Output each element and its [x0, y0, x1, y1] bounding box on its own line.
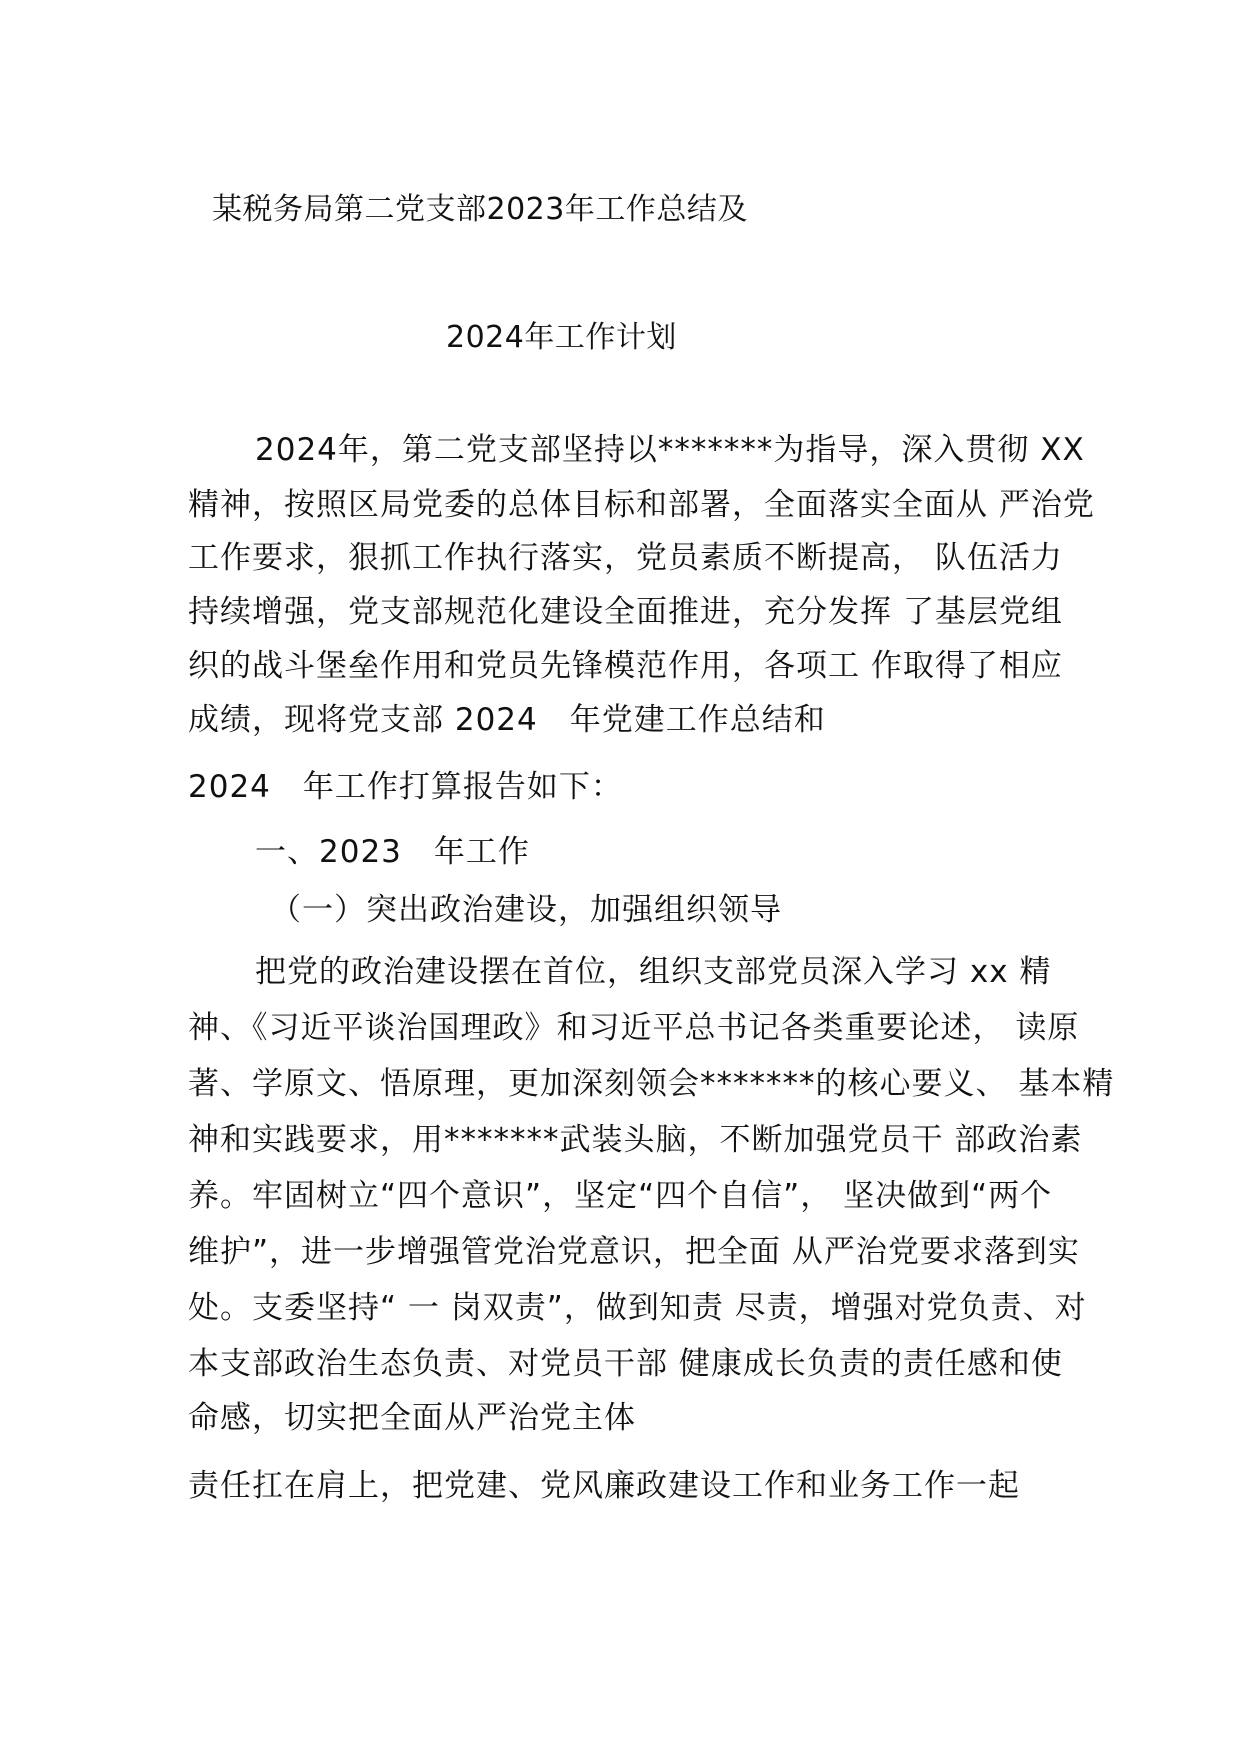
body-line-5: 养。牢固树立“四个意识”，坚定“四个自信”， 坚决做到“两个: [188, 1178, 1053, 1214]
intro-line-7: 2024 年工作打算报告如下：: [188, 769, 623, 805]
intro-line-6: 成绩，现将党支部 2024 年党建工作总结和: [188, 702, 826, 738]
body-line-1: 把党的政治建设摆在首位，组织支部党员深入学习 xx 精: [255, 954, 1052, 990]
document-title-line-1: 某税务局第二党支部2023年工作总结及: [212, 192, 748, 227]
intro-line-1: 2024年，第二党支部坚持以*******为指导，深入贯彻 XX: [255, 432, 1085, 468]
intro-line-5: 织的战斗堡垒作用和党员先锋模范作用，各项工 作取得了相应: [188, 648, 1063, 684]
body-line-8: 本支部政治生态负责、对党员干部 健康成长负责的责任感和使: [188, 1346, 1063, 1382]
body-line-4: 神和实践要求，用*******武装头脑，不断加强党员干 部政治素: [188, 1122, 1083, 1158]
body-line-6: 维护”，进一步增强管党治党意识，把全面 从严治党要求落到实: [188, 1234, 1080, 1270]
body-line-3: 著、学原文、悟原理，更加深刻领会*******的核心要义、 基本精: [188, 1066, 1115, 1102]
body-line-10: 责任扛在肩上，把党建、党风廉政建设工作和业务工作一起: [188, 1468, 1020, 1504]
subsection-heading: （一）突出政治建设，加强组织领导: [270, 892, 782, 928]
body-line-9: 命感，切实把全面从严治党主体: [188, 1400, 636, 1436]
document-title-line-2: 2024年工作计划: [446, 320, 677, 355]
intro-line-2: 精神，按照区局党委的总体目标和部署，全面落实全面从 严治党: [188, 487, 1095, 523]
intro-line-4: 持续增强，党支部规范化建设全面推进，充分发挥 了基层党组: [188, 594, 1063, 630]
body-line-7: 处。支委坚持“ 一 岗双责”，做到知责 尽责，增强对党负责、对: [188, 1290, 1087, 1326]
body-line-2: 神、《习近平谈治国理政》和习近平总书记各类重要论述， 读原: [188, 1010, 1080, 1046]
section-heading: 一、2023 年工作: [255, 834, 530, 870]
intro-line-3: 工作要求，狠抓工作执行落实，党员素质不断提高， 队伍活力: [188, 540, 1063, 576]
